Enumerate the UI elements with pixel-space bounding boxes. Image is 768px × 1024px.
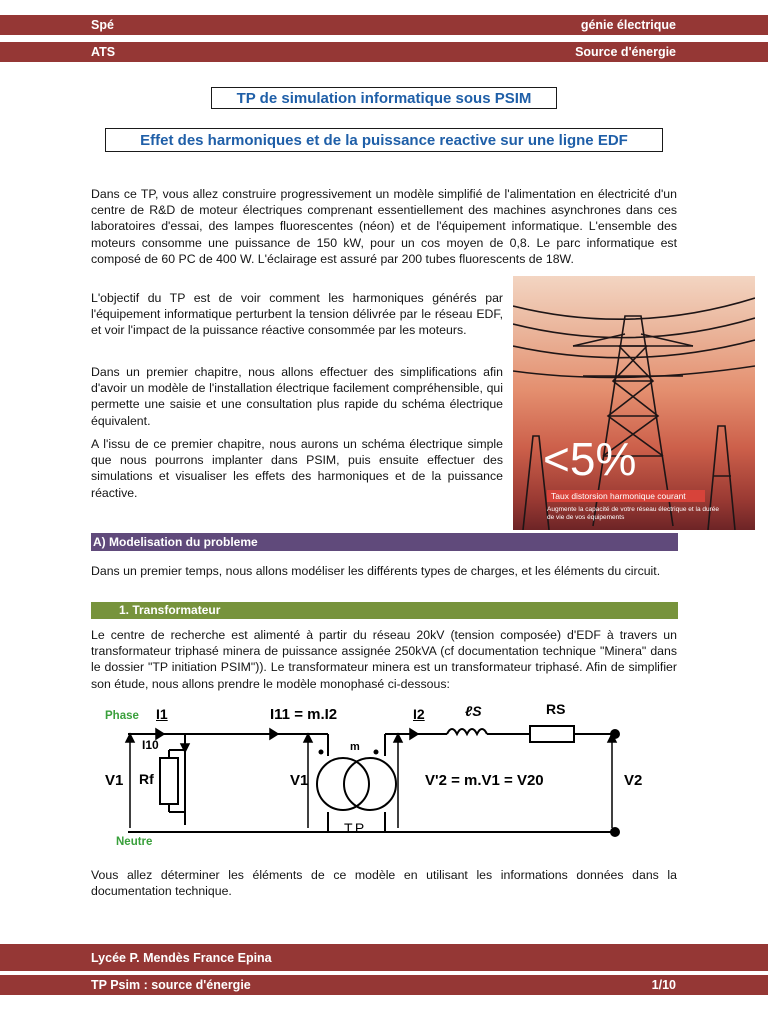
section-1-heading: 1. Transformateur (91, 602, 678, 619)
resistance-rs-label: RS (546, 701, 566, 717)
document-title-text: TP de simulation informatique sous PSIM (236, 89, 532, 107)
outcome-paragraph: A l'issu de ce premier chapitre, nous aurons un schéma électrique simple que nous pourrons implanter dans PSIM, puis ensuite effectuer des simulations et visualiser les effets des harmoniques et de la puissance réactive. (91, 437, 503, 500)
document-subtitle (105, 128, 663, 152)
footer-row-1 (0, 944, 768, 971)
resistance-rf-label: Rf (139, 771, 154, 787)
current-i10-label: I10 (142, 738, 159, 752)
document-title (211, 87, 557, 109)
output-terminal-top (610, 729, 620, 739)
header-topic: Source d'énergie (575, 45, 676, 59)
output-terminal-bottom (610, 827, 620, 837)
voltage-v1-left-label: V1 (105, 772, 124, 789)
ratio-m-label: m (350, 741, 360, 753)
objective-paragraph: L'objectif du TP est de voir comment les harmoniques générés par l'équipement informatique perturbent la tension délivrée par le réseau EDF, et voir l'impact de la puissance réactive consommée par les moteurs. (91, 291, 503, 338)
current-i1-label: I1 (156, 706, 168, 722)
polarity-dot-secondary (374, 750, 379, 755)
chapter-paragraph: Dans un premier chapitre, nous allons effectuer des simplifications afin d'avoir un modèle de l'installation électrique facilement compréhensible, qui permette une saisie et une consultation plus rapide du schéma électrique équivalent. (91, 365, 503, 428)
voltage-v2-label: V2 (624, 772, 643, 789)
footer-title: TP Psim : source d'énergie (91, 978, 251, 992)
document-subtitle-text: Effet des harmoniques et de la puissance reactive sur une ligne EDF (140, 131, 628, 149)
header-level: Spé (91, 18, 114, 32)
current-i11-label: I11 = m.I2 (270, 706, 338, 723)
transformer-tp-label: T.P (344, 820, 365, 836)
footer-row-2 (0, 975, 768, 995)
neutre-label: Neutre (116, 836, 153, 848)
power-line-photo (513, 276, 755, 530)
header-class: ATS (91, 45, 116, 59)
header-row-1 (0, 15, 768, 35)
voltage-v1-mid-label: V1 (290, 772, 309, 789)
header-subject: génie électrique (580, 18, 676, 32)
distortion-label: Taux distorsion harmonique courant (547, 490, 705, 502)
footer-school: Lycée P. Mendès France Epina (91, 950, 272, 965)
distortion-value: <5% (543, 433, 637, 485)
intro-paragraph: Dans ce TP, vous allez construire progressivement un modèle simplifié de l'alimentation en électricité d'un centre de R&D de moteur électriques comprenant essentiellement des machines asynchrones dans ces laboratoires d'essai, des lampes fluorescentes (néon) et de l'équipement informatique. L'ensemble des moteurs consomme une puissance de 150 kW, pour un cos moyen de 0,8. Le parc informatique est composé de 60 PC de 400 W. L'éclairage est assuré par 200 tubes fluorescents de 18W. (91, 187, 677, 266)
phase-label: Phase (105, 710, 139, 722)
current-i2-label: I2 (413, 706, 425, 722)
header-row-2 (0, 42, 768, 62)
closing-paragraph: Vous allez déterminer les éléments de ce modèle en utilisant les informations données dans la documentation technique. (91, 868, 677, 899)
section-a-paragraph: Dans un premier temps, nous allons modéliser les différents types de charges, et les éléments du circuit. (91, 564, 661, 578)
photo-caption: Augmente la capacité de votre réseau électrique et la durée de vie de vos équipements (547, 506, 719, 521)
transformer-circuit-diagram (100, 700, 643, 850)
inductance-ls-label: ℓS (465, 703, 482, 719)
transformer-paragraph: Le centre de recherche est alimenté à partir du réseau 20kV (tension composée) d'EDF à travers un transformateur triphasé minera de puissance assignée 250kVA (cf documentation technique "Minera" dans le dossier "TP initiation PSIM")). Le transformateur minera est un transformateur triphasé. Afin de simplifier son étude, nous allons prendre le modèle monophasé ci-dessous: (91, 628, 677, 691)
section-a-heading: A) Modelisation du probleme (91, 533, 678, 551)
voltage-v2-prime-label: V'2 = m.V1 = V20 (425, 772, 544, 789)
footer-page-number: 1/10 (651, 978, 676, 992)
polarity-dot-primary (319, 750, 324, 755)
